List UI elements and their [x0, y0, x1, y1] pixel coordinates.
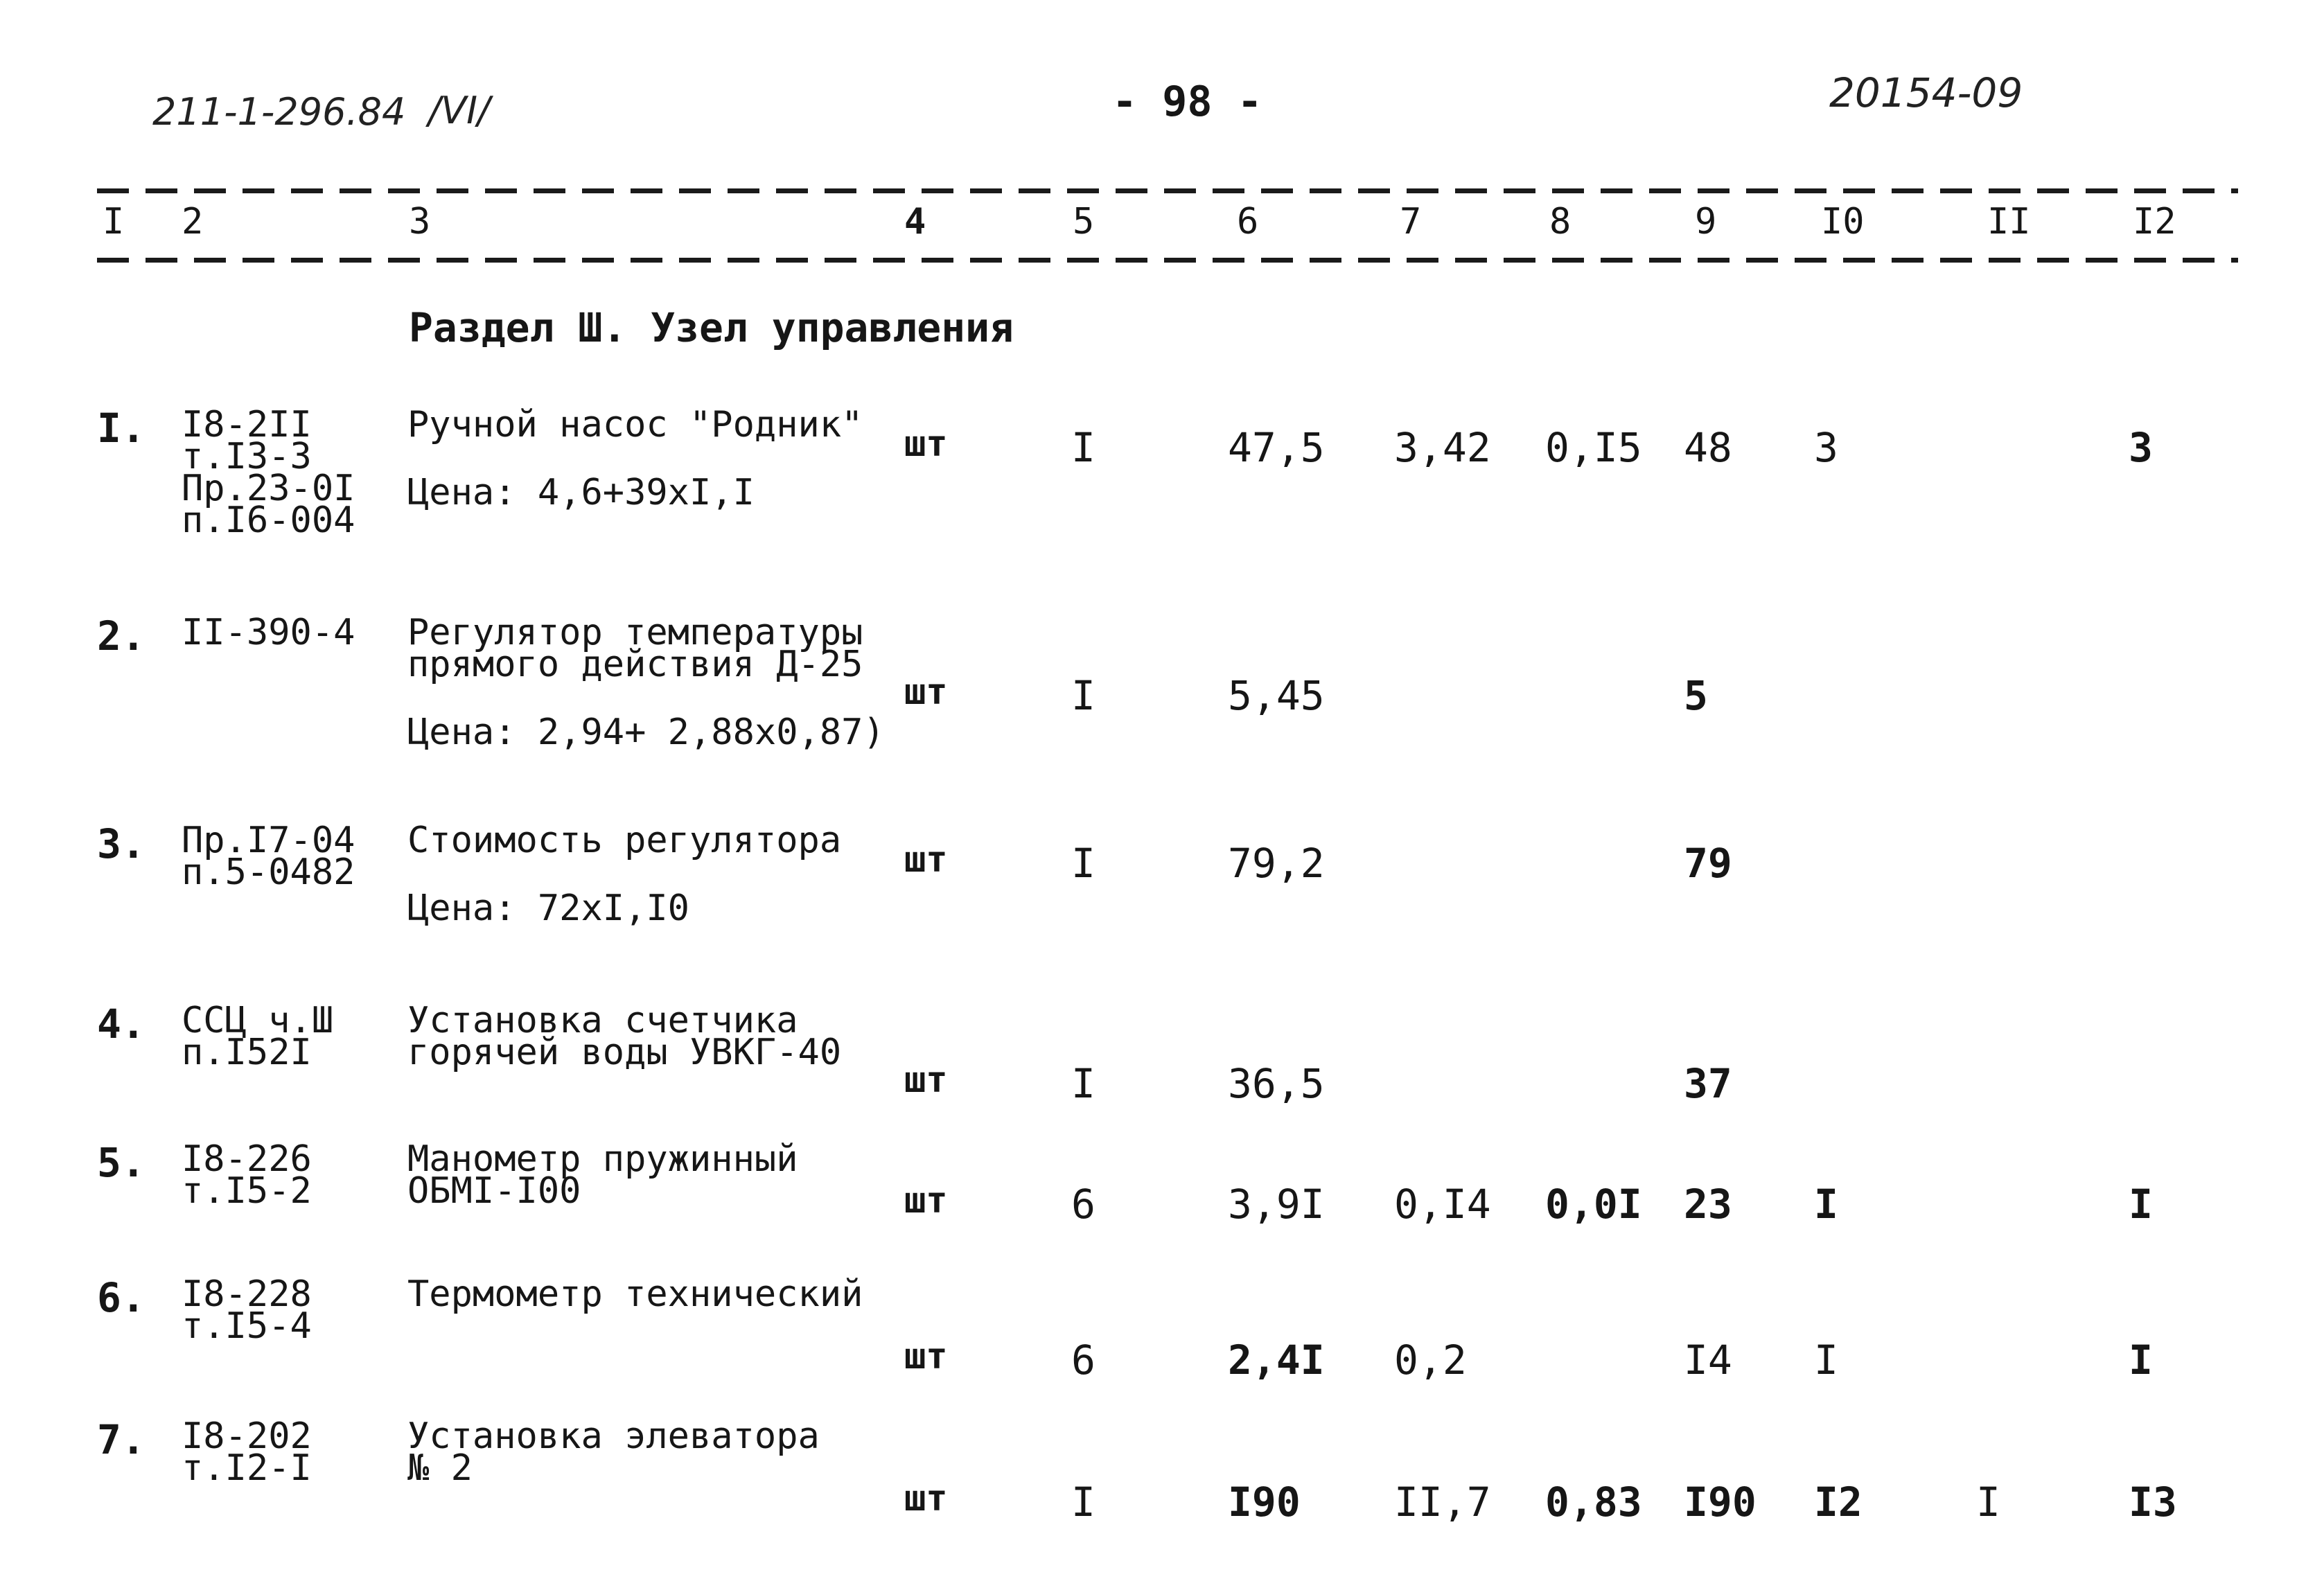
row-value-c12: I	[2129, 1181, 2153, 1228]
row-code-line: п.5-0482	[182, 852, 355, 893]
row-value-c6: 47,5	[1228, 424, 1325, 471]
header-top-rule	[97, 188, 2238, 193]
row-quantity: I	[1071, 1479, 1095, 1526]
document-mark: /VI/	[428, 89, 491, 132]
row-unit: шт	[904, 1478, 948, 1519]
row-code-line: II-390-4	[182, 612, 355, 653]
column-header-4: 4	[904, 201, 926, 242]
row-value-c6: 36,5	[1228, 1060, 1325, 1107]
row-name-line: Установка элеватора	[407, 1415, 820, 1457]
row-unit: шт	[904, 1336, 948, 1377]
row-value-c9: 23	[1684, 1181, 1732, 1228]
row-value-c9: I90	[1684, 1479, 1757, 1526]
row-number: 7.	[97, 1416, 146, 1463]
row-value-c10: I2	[1814, 1479, 1863, 1526]
row-value-c6: 5,45	[1228, 672, 1325, 719]
row-value-c9: I4	[1684, 1336, 1732, 1384]
row-value-c6: 3,9I	[1228, 1181, 1325, 1228]
row-number: 5.	[97, 1139, 146, 1186]
row-value-c7: II,7	[1394, 1479, 1491, 1526]
row-code-line: т.I2-I	[182, 1447, 312, 1489]
column-header-12: I2	[2133, 201, 2176, 242]
row-code-line: I8-202	[182, 1415, 312, 1457]
row-value-c10: I	[1814, 1181, 1838, 1228]
row-quantity: 6	[1071, 1336, 1095, 1384]
row-value-c12: I	[2129, 1336, 2153, 1384]
row-name-line: Стоимость регулятора	[407, 820, 842, 861]
row-price-formula: Цена: 2,94+ 2,88x0,87)	[407, 712, 885, 753]
header-bottom-rule	[97, 258, 2238, 263]
row-number: 4.	[97, 1000, 146, 1048]
row-code-line: т.I5-4	[182, 1305, 312, 1347]
row-name-line: Ручной насос "Родник"	[407, 404, 863, 445]
row-unit: шт	[904, 1180, 948, 1221]
row-number: I.	[97, 405, 146, 452]
row-code-line: Пр.I7-04	[182, 820, 355, 861]
row-value-c6: 2,4I	[1228, 1336, 1325, 1384]
row-value-c12: I3	[2129, 1479, 2177, 1526]
column-header-3: 3	[409, 201, 431, 242]
row-name-line: Регулятор температуры	[407, 612, 863, 653]
inventory-number: 20154-09	[1829, 69, 2023, 116]
row-value-c8: 0,0I	[1545, 1181, 1642, 1228]
row-number: 2.	[97, 612, 146, 660]
row-unit: шт	[904, 671, 948, 713]
row-quantity: I	[1071, 672, 1095, 719]
row-unit: шт	[904, 1059, 948, 1101]
row-value-c7: 3,42	[1394, 424, 1491, 471]
row-number: 6.	[97, 1274, 146, 1321]
row-value-c9: 5	[1684, 672, 1708, 719]
row-code-line: п.I52I	[182, 1032, 312, 1073]
row-code-line: т.I5-2	[182, 1170, 312, 1212]
row-name-line: прямого действия Д-25	[407, 644, 863, 685]
row-quantity: I	[1071, 424, 1095, 471]
row-name-line: № 2	[407, 1447, 473, 1489]
row-code-line: п.I6-004	[182, 500, 355, 541]
row-value-c7: 0,2	[1394, 1336, 1467, 1384]
column-header-2: 2	[182, 201, 204, 242]
row-code-line: I8-226	[182, 1138, 312, 1180]
column-header-11: II	[1987, 201, 2031, 242]
row-value-c10: I	[1814, 1336, 1838, 1384]
row-name-line: ОБМI-I00	[407, 1170, 581, 1212]
row-name-line: Установка счетчика	[407, 1000, 798, 1041]
row-value-c6: 79,2	[1228, 840, 1325, 887]
row-quantity: 6	[1071, 1181, 1095, 1228]
row-value-c9: 48	[1684, 424, 1732, 471]
row-code-line: т.I3-3	[182, 436, 312, 477]
row-code-line: I8-228	[182, 1273, 312, 1315]
row-value-c8: 0,I5	[1545, 424, 1642, 471]
row-quantity: I	[1071, 840, 1095, 887]
page-number: - 98 -	[1112, 78, 1262, 126]
row-value-c9: 37	[1684, 1060, 1732, 1107]
row-price-formula: Цена: 4,6+39xI,I	[407, 472, 755, 513]
row-price-formula: Цена: 72xI,I0	[407, 888, 689, 929]
column-header-7: 7	[1400, 201, 1422, 242]
column-header-10: I0	[1821, 201, 1865, 242]
row-value-c8: 0,83	[1545, 1479, 1642, 1526]
column-header-6: 6	[1237, 201, 1259, 242]
row-code-line: ССЦ ч.Ш	[182, 1000, 334, 1041]
row-name-line: Манометр пружинный	[407, 1138, 798, 1180]
row-code-line: I8-2II	[182, 404, 312, 445]
row-name-line: горячей воды УВКГ-40	[407, 1032, 842, 1073]
column-header-9: 9	[1695, 201, 1717, 242]
column-header-1: I	[103, 201, 125, 242]
row-value-c7: 0,I4	[1394, 1181, 1491, 1228]
row-unit: шт	[904, 423, 948, 465]
row-name-line: Термометр технический	[407, 1273, 863, 1315]
row-quantity: I	[1071, 1060, 1095, 1107]
row-value-c6: I90	[1228, 1479, 1301, 1526]
column-header-5: 5	[1073, 201, 1095, 242]
row-number: 3.	[97, 820, 146, 867]
row-unit: шт	[904, 839, 948, 881]
section-title: Раздел Ш. Узел управления	[409, 304, 1014, 351]
row-value-c12: 3	[2129, 424, 2153, 471]
document-code: 211-1-296.84	[152, 90, 406, 134]
row-value-c10: 3	[1814, 424, 1838, 471]
column-header-8: 8	[1549, 201, 1572, 242]
row-value-c9: 79	[1684, 840, 1732, 887]
row-code-line: Пр.23-0I	[182, 468, 355, 509]
row-value-c11: I	[1976, 1479, 2000, 1526]
